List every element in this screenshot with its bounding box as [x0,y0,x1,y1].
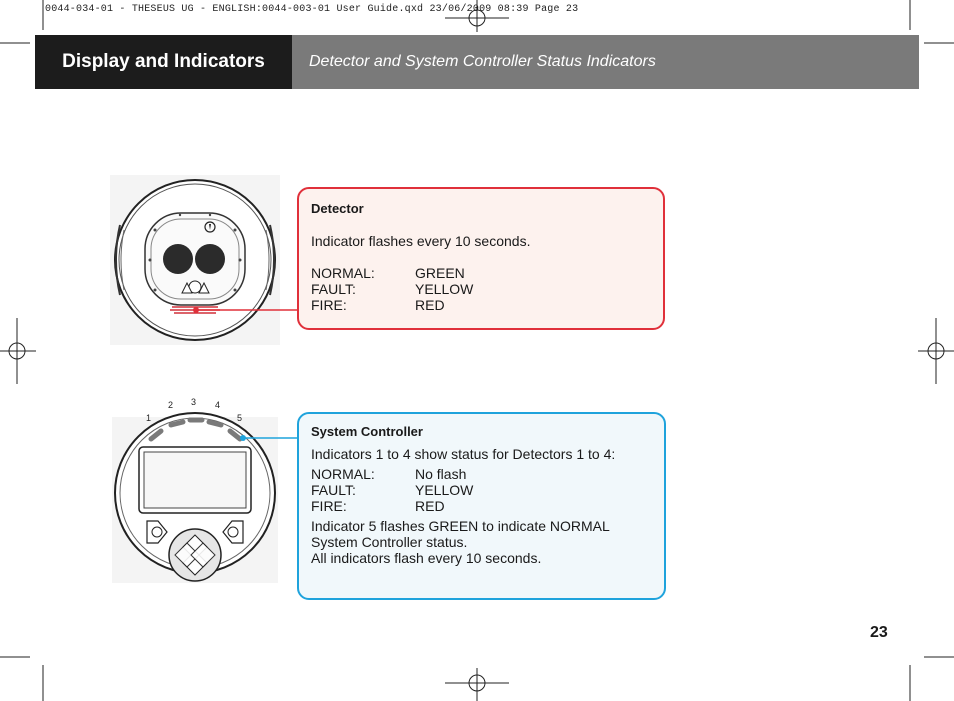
indicator-number-4: 4 [215,400,221,410]
state-value: YELLOW [415,482,474,498]
controller-state-row [311,482,652,498]
controller-note-2: System Controller status. [311,534,468,550]
detector-state-row [311,265,651,281]
state-value: RED [415,297,445,313]
registration-mark-left [0,318,36,384]
controller-description: Indicators 1 to 4 show status for Detectors 1 to 4: [311,446,616,462]
registration-mark-bottom [445,668,509,701]
indicator-number-5: 5 [237,413,243,423]
indicator-number-3: 3 [191,397,197,407]
registration-mark-right [918,318,954,384]
navigation-pad [169,529,221,581]
system-controller-illustration [110,395,280,585]
detector-state-row [311,281,651,297]
controller-note-1: Indicator 5 flashes GREEN to indicate NORMAL [311,518,610,534]
detector-description: Indicator flashes every 10 seconds. [311,233,531,249]
page-header [35,35,919,89]
controller-note-3: All indicators flash every 10 seconds. [311,550,542,566]
indicator-number-2: 2 [168,400,174,410]
detector-callout [297,187,665,330]
section-title: Display and Indicators [35,35,292,89]
state-label: FIRE: [311,297,347,313]
sensor-window-right [195,244,225,274]
sensor-window-left [163,244,193,274]
display-screen [144,452,246,508]
controller-state-row [311,466,652,482]
indicator-number-1: 1 [146,413,152,423]
state-label: FAULT: [311,482,356,498]
state-value: GREEN [415,265,465,281]
state-label: FIRE: [311,498,347,514]
controller-state-row [311,498,652,514]
detector-callout-title: Detector [311,201,364,216]
state-value: YELLOW [415,281,474,297]
detector-state-row [311,297,651,313]
print-slug: 0044-034-01 - THESEUS UG - ENGLISH:0044-003-01 User Guide.qxd 23/06/2009 08:39 Page 23 [45,4,579,15]
state-label: FAULT: [311,281,356,297]
state-label: NORMAL: [311,265,375,281]
controller-callout-title: System Controller [311,424,423,439]
controller-callout [297,412,666,600]
page-subtitle: Detector and System Controller Status Indicators [309,53,656,70]
state-value: RED [415,498,445,514]
page-number: 23 [870,624,888,641]
detector-illustration [110,175,280,345]
state-value: No flash [415,466,467,482]
state-label: NORMAL: [311,466,375,482]
